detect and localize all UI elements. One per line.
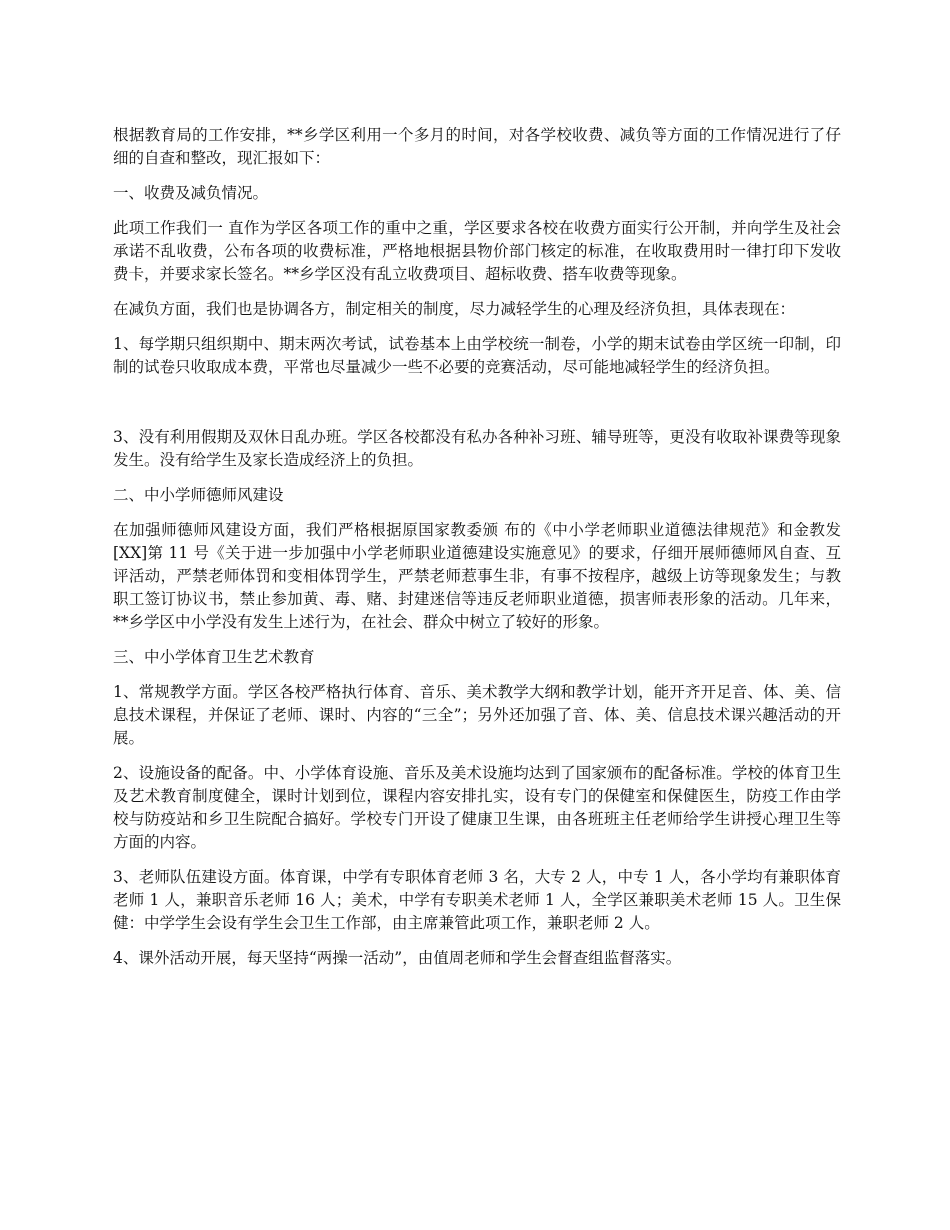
section-heading-fees: 一、收费及减负情况。 bbox=[113, 184, 269, 202]
section-heading-pe-arts: 三、中小学体育卫生艺术教育 bbox=[113, 648, 315, 666]
intro-paragraph: 根据教育局的工作安排，**乡学区利用一个多月的时间，对各学校收费、减负等方面的工作情况进行了仔细的自查和整改，现汇报如下： bbox=[113, 126, 841, 167]
pe-item-2: 2、设施设备的配备。中、小学体育设施、音乐及美术设施均达到了国家颁布的配备标准。学校的体育卫生及艺术教育制度健全，课时计划到位，课程内容安排扎实，设有专门的保健室和保健医生，防疫工作由学校与防疫站和乡卫生院配合搞好。学校专门开设了健康卫生课，由各班班主任老师给学生讲授心理卫生等方面的内容。 bbox=[113, 764, 841, 851]
ethics-paragraph: 在加强师德师风建设方面，我们严格根据原国家教委颁 布的《中小学老师职业道德法律规范》和金教发[XX]第 11 号《关于进一步加强中小学老师职业道德建设实施意见》的要求，仔细开展师德师风自查、互评活动，严禁老师体罚和变相体罚学生，严禁老师惹事生非，有事不按程序，越级上访等现象发生；与教职工签订协议书，禁止参加黄、毒、赌、封建迷信等违反老师职业道德，损害师表形象的活动。几年来，**乡学区中小学没有发生上述行为，在社会、群众中树立了较好的形象。 bbox=[113, 521, 841, 631]
burden-paragraph: 在减负方面，我们也是协调各方，制定相关的制度，尽力减轻学生的心理及经济负担，具体表现在： bbox=[113, 300, 796, 318]
burden-item-3: 3、没有利用假期及双休日乱办班。学区各校都没有私办各种补习班、辅导班等，更没有收取补课费等现象发生。没有给学生及家长造成经济上的负担。 bbox=[113, 428, 841, 469]
section-heading-ethics: 二、中小学师德师风建设 bbox=[113, 486, 284, 504]
fees-paragraph: 此项工作我们一 直作为学区各项工作的重中之重，学区要求各校在收费方面实行公开制，并向学生及社会承诺不乱收费，公布各项的收费标准，严格地根据县物价部门核定的标准，在收取费用时一律打印下发收费卡，并要求家长签名。**乡学区没有乱立收费项目、超标收费、搭车收费等现象。 bbox=[113, 219, 841, 283]
burden-item-1: 1、每学期只组织期中、期末两次考试，试卷基本上由学校统一制卷，小学的期末试卷由学区统一印制，印制的试卷只收取成本费，平常也尽量减少一些不必要的竞赛活动，尽可能地减轻学生的经济负担。 bbox=[113, 335, 841, 376]
document-body bbox=[113, 124, 841, 982]
pe-item-3: 3、老师队伍建设方面。体育课，中学有专职体育老师 3 名，大专 2 人，中专 1 人，各小学均有兼职体育老师 1 人，兼职音乐老师 16 人；美术，中学有专职美术老师 1 人，全学区兼职美术老师 15 人。卫生保健：中学学生会设有学生会卫生工作部，由主席兼管此项工作，兼职老师 2 人。 bbox=[113, 868, 841, 932]
pe-item-4: 4、课外活动开展，每天坚持“两操一活动”，由值周老师和学生会督查组监督落实。 bbox=[113, 949, 682, 967]
pe-item-1: 1、常规教学方面。学区各校严格执行体育、音乐、美术教学大纲和教学计划，能开齐开足音、体、美、信息技术课程，并保证了老师、课时、内容的“三全”；另外还加强了音、体、美、信息技术课兴趣活动的开展。 bbox=[113, 683, 841, 747]
